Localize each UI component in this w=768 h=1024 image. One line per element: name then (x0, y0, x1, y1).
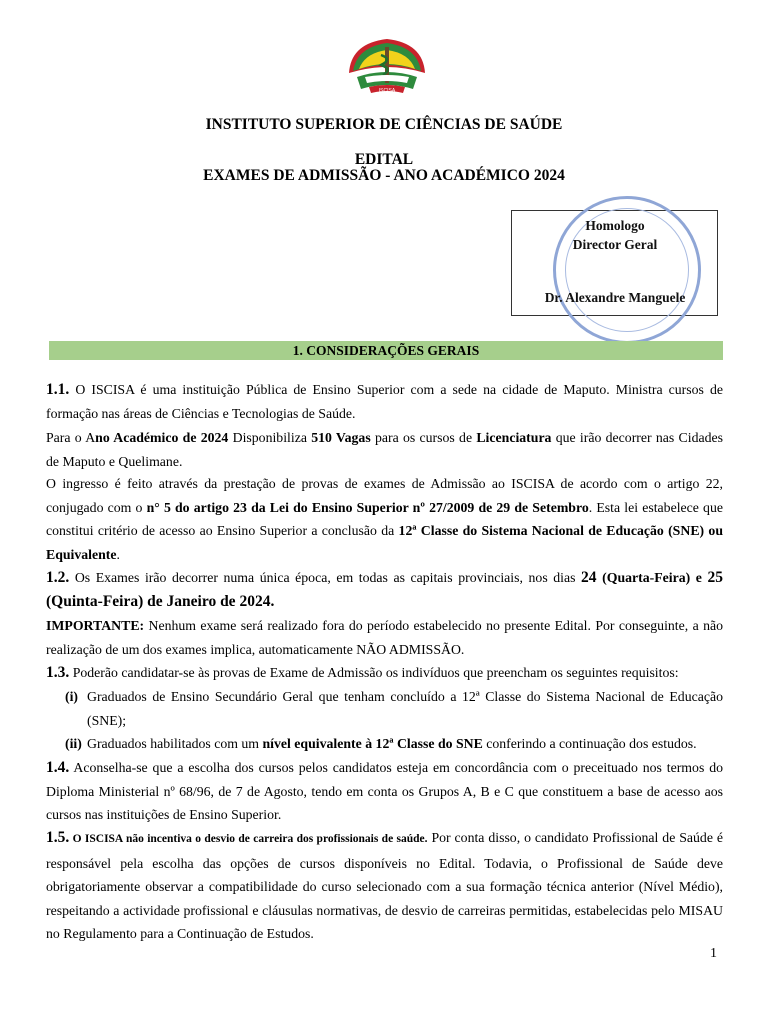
clause-number: 1.5. (46, 829, 70, 846)
paragraph-ingresso: O ingresso é feito através da prestação de provas de exames de Admissão ao ISCISA de acordo com o artigo 22, conjugado com o n° 5 do artigo 23 da Lei do Ensino Superior nº 27/2009 de 29 de Setembro. Esta lei estabelece que constitui critério de acesso ao Ensino Superior a conclusão da 12ª Classe do Sistema Nacional de Educação (SNE) ou Equivalente. (46, 476, 723, 562)
institution-title: INSTITUTO SUPERIOR DE CIÊNCIAS DE SAÚDE (205, 116, 563, 133)
iscisa-logo (343, 33, 431, 97)
requirement-item-ii: (ii) Graduados habilitados com um nível equivalente à 12ª Classe do SNE conferindo a continuação dos estudos. (65, 736, 697, 751)
paragraph-1-5: 1.5. O ISCISA não incentiva o desvio de carreira dos profissionais de saúde. Por conta disso, o candidato Profissional de Saúde é responsável pela escolha das opções de cursos disponíveis no Edital. Todavia, o Profissional de Saúde deve obrigatoriamente observar a compatibilidade do curso selecionado com a sua formação técnica anterior (Nível Médio), respeitando a actividade profissional e cláusulas normativas, de desvio de carreiras permitidas, estabelecidas pelo MISAU no Regulamento para a Continuação de Estudos. (46, 829, 724, 941)
section-heading-bar (49, 341, 723, 360)
edital-title: EDITAL (354, 151, 414, 168)
exam-subtitle: EXAMES DE ADMISSÃO - ANO ACADÉMICO 2024 (203, 167, 565, 184)
paragraph-importante: IMPORTANTE: Nenhum exame será realizado fora do período estabelecido no presente Edital. Por conseguinte, a não realização de um dos exames implica, automaticamente NÃO ADMISSÃO. (46, 618, 723, 657)
section-title: 1. CONSIDERAÇÕES GERAIS (292, 343, 480, 358)
stamp-signatory: Dr. Alexandre Manguele (544, 290, 686, 305)
clause-number: 1.2. (46, 569, 70, 586)
paragraph-1-4: 1.4. Aconselha-se que a escolha dos cursos pelos candidatos esteja em concordância com o preceituado nos termos do Diploma Ministerial nº 68/96, de 7 de Agosto, tendo em conta os Grupos A, B e C que constituem a base de acesso aos cursos nas instituições de Ensino Superior. (46, 759, 723, 822)
paragraph-1-1: 1.1. O ISCISA é uma instituição Pública de Ensino Superior com a sede na cidade de Maputo. Ministra cursos de formação nas áreas de Ciências e Tecnologias de Saúde. (46, 381, 723, 421)
requirement-item-i: (i) Graduados de Ensino Secundário Geral que tenham concluído a 12ª Classe do Sistema Nacional de Educação (SNE); (65, 689, 723, 728)
paragraph-1-3: 1.3. Poderão candidatar-se às provas de Exame de Admissão os indivíduos que preencham os seguintes requisitos: (46, 664, 679, 681)
page-number: 1 (710, 946, 717, 961)
approval-stamp (511, 196, 719, 346)
paragraph-vagas: Para o Ano Académico de 2024 Disponibiliza 510 Vagas para os cursos de Licenciatura que irão decorrer nas Cidades de Maputo e Quelimane. (46, 430, 723, 469)
clause-number: 1.3. (46, 664, 70, 681)
clause-number: 1.4. (46, 759, 70, 776)
stamp-homologo: Homologo (585, 218, 645, 233)
logo-text: ISCISA (378, 88, 396, 94)
stamp-director: Director Geral (572, 237, 658, 252)
clause-number: 1.1. (46, 381, 70, 398)
paragraph-1-2: 1.2. Os Exames irão decorrer numa única época, em todas as capitais provinciais, nos dias 24 (Quarta-Feira) e 25 (Quinta-Feira) de Janeiro de 2024. (46, 569, 723, 610)
